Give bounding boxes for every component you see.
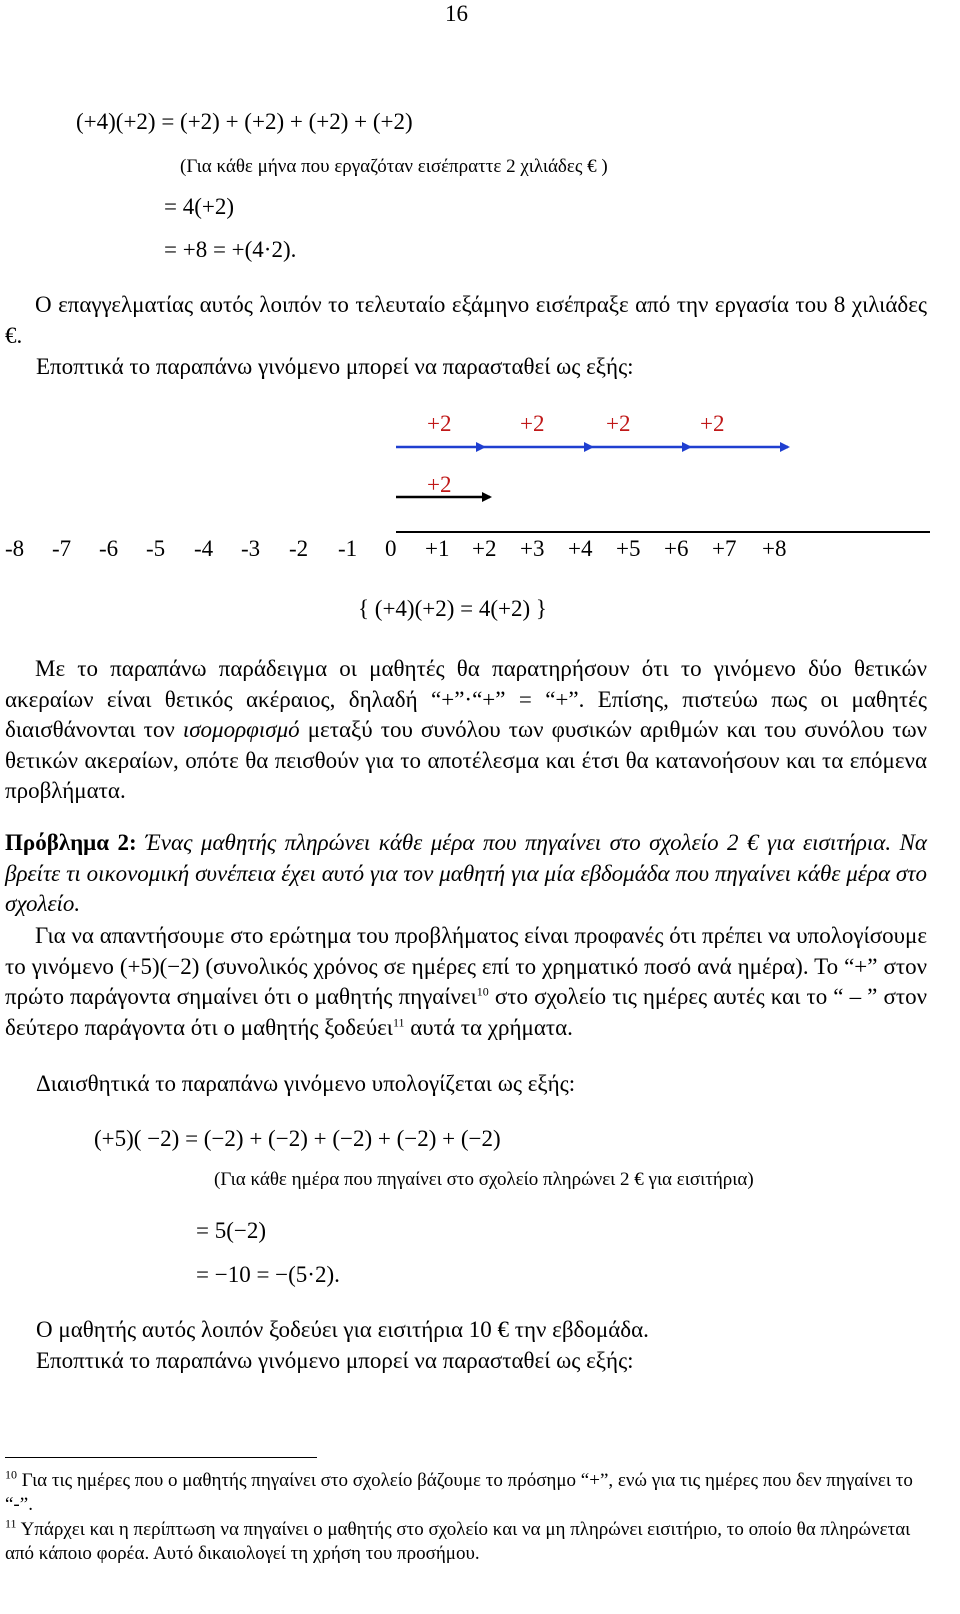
- problem-statement: [5, 828, 927, 920]
- paragraph-text: μεταξύ του συνόλου των φυσικών αριθμών και του συνόλου των θετικών ακεραίων, οπότε θα πεισθούν για το αποτέλεσμα και έτσι θα κατανοήσουν και τα επόμενα προβλήματα.: [5, 717, 927, 803]
- footnote-mark: 10: [5, 1467, 17, 1482]
- tick-label: +4: [568, 536, 593, 561]
- conclusion-line: Ο μαθητής αυτός λοιπόν ξοδεύει για εισιτήρια 10 € την εβδομάδα.: [36, 1317, 649, 1342]
- arrow-label: +2: [700, 411, 725, 436]
- equation-note: (Για κάθε μήνα που εργαζόταν εισέπραττε 2 χιλιάδες € ): [180, 156, 608, 177]
- tick-label: +7: [712, 536, 737, 561]
- arrow-label: +2: [427, 472, 452, 497]
- paragraph-text: Με το παραπάνω παράδειγμα οι μαθητές θα παρατηρήσουν ότι το γινόμενο δύο θετικών ακεραίων είναι θετικός ακέραιος, δηλαδή “+”·“+” = “+”. Επίσης, πιστεύω πως οι μαθητές διαισθάνονται τον: [5, 656, 927, 742]
- footnote: [5, 1469, 927, 1517]
- equation-note: (Για κάθε ημέρα που πηγαίνει στο σχολείο πληρώνει 2 € για εισιτήρια): [214, 1169, 754, 1190]
- diagram-caption: { (+4)(+2) = 4(+2) }: [358, 596, 547, 621]
- equation-line: = +8 = +(4·2).: [164, 237, 297, 262]
- tick-label: +5: [616, 536, 641, 561]
- tick-label: -3: [241, 536, 261, 561]
- footnote-mark: 11: [5, 1516, 17, 1531]
- equation-line: = 4(+2): [164, 194, 235, 219]
- tick-label: -2: [289, 536, 309, 561]
- footnote: [5, 1518, 927, 1566]
- intuitive-intro: Διαισθητικά το παραπάνω γινόμενο υπολογίζεται ως εξής:: [36, 1071, 576, 1096]
- tick-label: +6: [664, 536, 689, 561]
- conclusion-paragraph: Ο επαγγελματίας αυτός λοιπόν το τελευταίο εξάμηνο εισέπραξε από την εργασία του 8 χιλιάδες €.: [5, 292, 927, 348]
- equation-line: = −10 = −(5·2).: [196, 1262, 340, 1287]
- arrow-label: +2: [520, 411, 545, 436]
- visual-intro: Εποπτικά το παραπάνω γινόμενο μπορεί να παρασταθεί ως εξής:: [36, 1348, 634, 1373]
- footnote-text: Υπάρχει και η περίπτωση να πηγαίνει ο μαθητής στο σχολείο και να μη πληρώνει εισιτήριο, το οποίο θα πληρώνεται από κάποιο φορέα. Αυτό δικαιολογεί τη χρήση του προσήμου.: [5, 1519, 911, 1564]
- paragraph-text: στο σχολείο τις ημέρες αυτές και το “ – ” στον δεύτερο παράγοντα ότι ο μαθητής ξοδεύει: [5, 984, 927, 1040]
- tick-label: -5: [146, 536, 166, 561]
- footnote-text: Για τις ημέρες που ο μαθητής πηγαίνει στο σχολείο βάζουμε το πρόσημο “+”, ενώ για τις ημέρες που δεν πηγαίνει το “-”.: [5, 1470, 913, 1515]
- tick-label: -4: [194, 536, 214, 561]
- problem-text: Ένας μαθητής πληρώνει κάθε μέρα που πηγαίνει στο σχολείο 2 € για εισιτήρια. Να βρείτε τι οικονομική συνέπεια έχει αυτό για τον μαθητή για μία εβδομάδα που πηγαίνει κάθε μέρα στο σχολείο.: [5, 830, 928, 916]
- tick-label: -1: [338, 536, 358, 561]
- tick-label: 0: [385, 536, 397, 561]
- emphasis-text: ισομορφισμό: [182, 717, 300, 742]
- arrow-label: +2: [427, 411, 452, 436]
- arrow-label: +2: [606, 411, 631, 436]
- tick-label: +2: [472, 536, 497, 561]
- equation-line: (+4)(+2) = (+2) + (+2) + (+2) + (+2): [76, 109, 413, 134]
- footnote-ref: 10: [476, 984, 489, 999]
- equation-line: (+5)( −2) = (−2) + (−2) + (−2) + (−2) + (−2): [94, 1126, 501, 1151]
- footnote-ref: 11: [392, 1014, 405, 1029]
- visual-intro: Εποπτικά το παραπάνω γινόμενο μπορεί να παρασταθεί ως εξής:: [36, 354, 634, 379]
- tick-label: -7: [52, 536, 72, 561]
- tick-label: -8: [5, 536, 25, 561]
- equation-line: = 5(−2): [196, 1218, 267, 1243]
- paragraph-text: Για να απαντήσουμε στο ερώτημα του προβλήματος είναι προφανές ότι πρέπει να υπολογίσουμε το γινόμενο (+5)(−2) (συνολικός χρόνος σε ημέρες επί το χρηματικό ποσό ανά ημέρα). Το “+” στον πρώτο παράγοντα σημαίνει ότι ο μαθητής πηγαίνει: [5, 923, 927, 1009]
- arrows-svg: [0, 0, 960, 560]
- tick-label: +3: [520, 536, 545, 561]
- tick-label: -6: [99, 536, 119, 561]
- paragraph-text: αυτά τα χρήματα.: [404, 1014, 573, 1040]
- page-number: 16: [445, 1, 468, 26]
- paragraph: [5, 921, 927, 1043]
- paragraph: [5, 654, 927, 807]
- footnote-separator: [5, 1457, 317, 1458]
- tick-label: +8: [762, 536, 787, 561]
- tick-label: +1: [425, 536, 450, 561]
- problem-label: Πρόβλημα 2:: [5, 830, 137, 855]
